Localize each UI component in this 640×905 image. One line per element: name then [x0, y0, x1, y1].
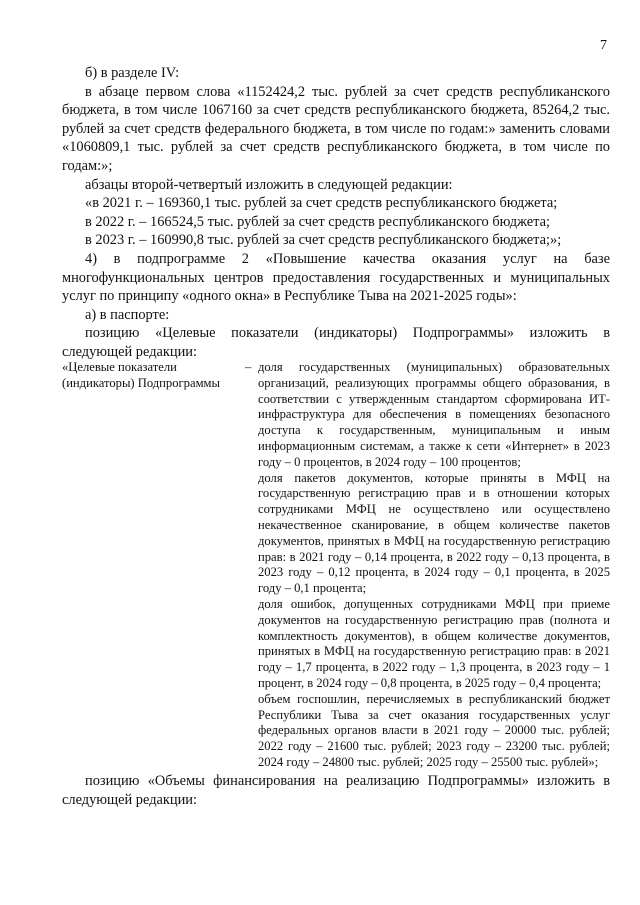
- table-label: «Целевые показатели (индикаторы) Подпрограммы: [62, 360, 220, 390]
- table-item: доля пакетов документов, которые приняты в МФЦ на государственную регистрацию прав и в отношении которых сотрудниками МФЦ не осуществлено или осуществлено некачественное сканирование, в общем количестве пакетов документов, принятых в МФЦ на государственную регистрацию прав: в 2021 году – 0,14 процента, в 2022 году – 0,13 процента, в 2023 году – 0,12 процента, в 2024 году – 0,1 процента, в 2025 году – 0,1 процента;: [258, 470, 610, 596]
- year-2023-line: в 2023 г. – 160990,8 тыс. рублей за счет средств республиканского бюджета;»;: [85, 232, 562, 249]
- main-text: [62, 64, 610, 362]
- passport-paragraph: а) в паспорте:: [85, 306, 170, 323]
- indicators-instruction: позицию «Целевые показатели (индикаторы) Подпрограммы» изложить в следующей редакции:: [62, 325, 610, 360]
- table-dash: –: [245, 360, 252, 374]
- replacement-paragraph: в абзаце первом слова «1152424,2 тыс. рублей за счет средств республиканского бюджета, в том числе 1067160 за счет средств республиканского бюджета, 85264,2 тыс. рублей за счет средств федерального бюджета, в том числе по годам:» заменить словами «1060809,1 тыс. рублей за счет средств республиканского бюджета, в том числе по годам:»;: [62, 83, 610, 174]
- table-content: [258, 360, 610, 771]
- section-paragraph: б) в разделе IV:: [85, 65, 180, 81]
- table-item: доля ошибок, допущенных сотрудниками МФЦ при приеме документов на государственную регистрацию прав (полнота и комплектность документов), в общем количестве документов, принятых в МФЦ на государственную регистрацию прав: в 2021 году – 1,7 процента, в 2022 году – 1,3 процента, в 2023 году – 1 процент, в 2024 году – 0,8 процента, в 2025 году – 0,4 процента;: [258, 596, 610, 690]
- paragraphs-instruction: абзацы второй-четвертый изложить в следующей редакции:: [85, 176, 453, 193]
- footer-text: [62, 772, 610, 809]
- page-number: 7: [600, 38, 607, 53]
- financing-paragraph: позицию «Объемы финансирования на реализацию Подпрограммы» изложить в следующей редакции:: [62, 773, 610, 808]
- table-item: объем госпошлин, перечисляемых в республиканский бюджет Республики Тыва за счет оказания государственных услуг федеральных органов власти в 2021 году – 20000 тыс. рублей; 2022 году – 21600 тыс. рублей; 2023 году – 23200 тыс. рублей; 2024 году – 24800 тыс. рублей; 2025 году – 25500 тыс. рублей»;: [258, 691, 610, 769]
- subprogram-paragraph: 4) в подпрограмме 2 «Повышение качества оказания услуг на базе многофункциональных центров предоставления государственных и муниципальных услуг по принципу «одного окна» в Республике Тыва на 2021-2025 годы»:: [62, 250, 610, 305]
- year-2021-line: «в 2021 г. – 169360,1 тыс. рублей за счет средств республиканского бюджета;: [85, 195, 558, 212]
- table-item: доля государственных (муниципальных) образовательных организаций, реализующих программы общего образования, в соответствии с утвержденным стандартом сформирована ИТ-инфраструктура для обеспечения в помещениях безопасного доступа к государственным, муниципальным и иным информационным системам, а также к сети «Интернет» в 2023 году – 0 процентов, в 2024 году – 100 процентов;: [258, 360, 610, 469]
- year-2022-line: в 2022 г. – 166524,5 тыс. рублей за счет средств республиканского бюджета;: [85, 213, 551, 230]
